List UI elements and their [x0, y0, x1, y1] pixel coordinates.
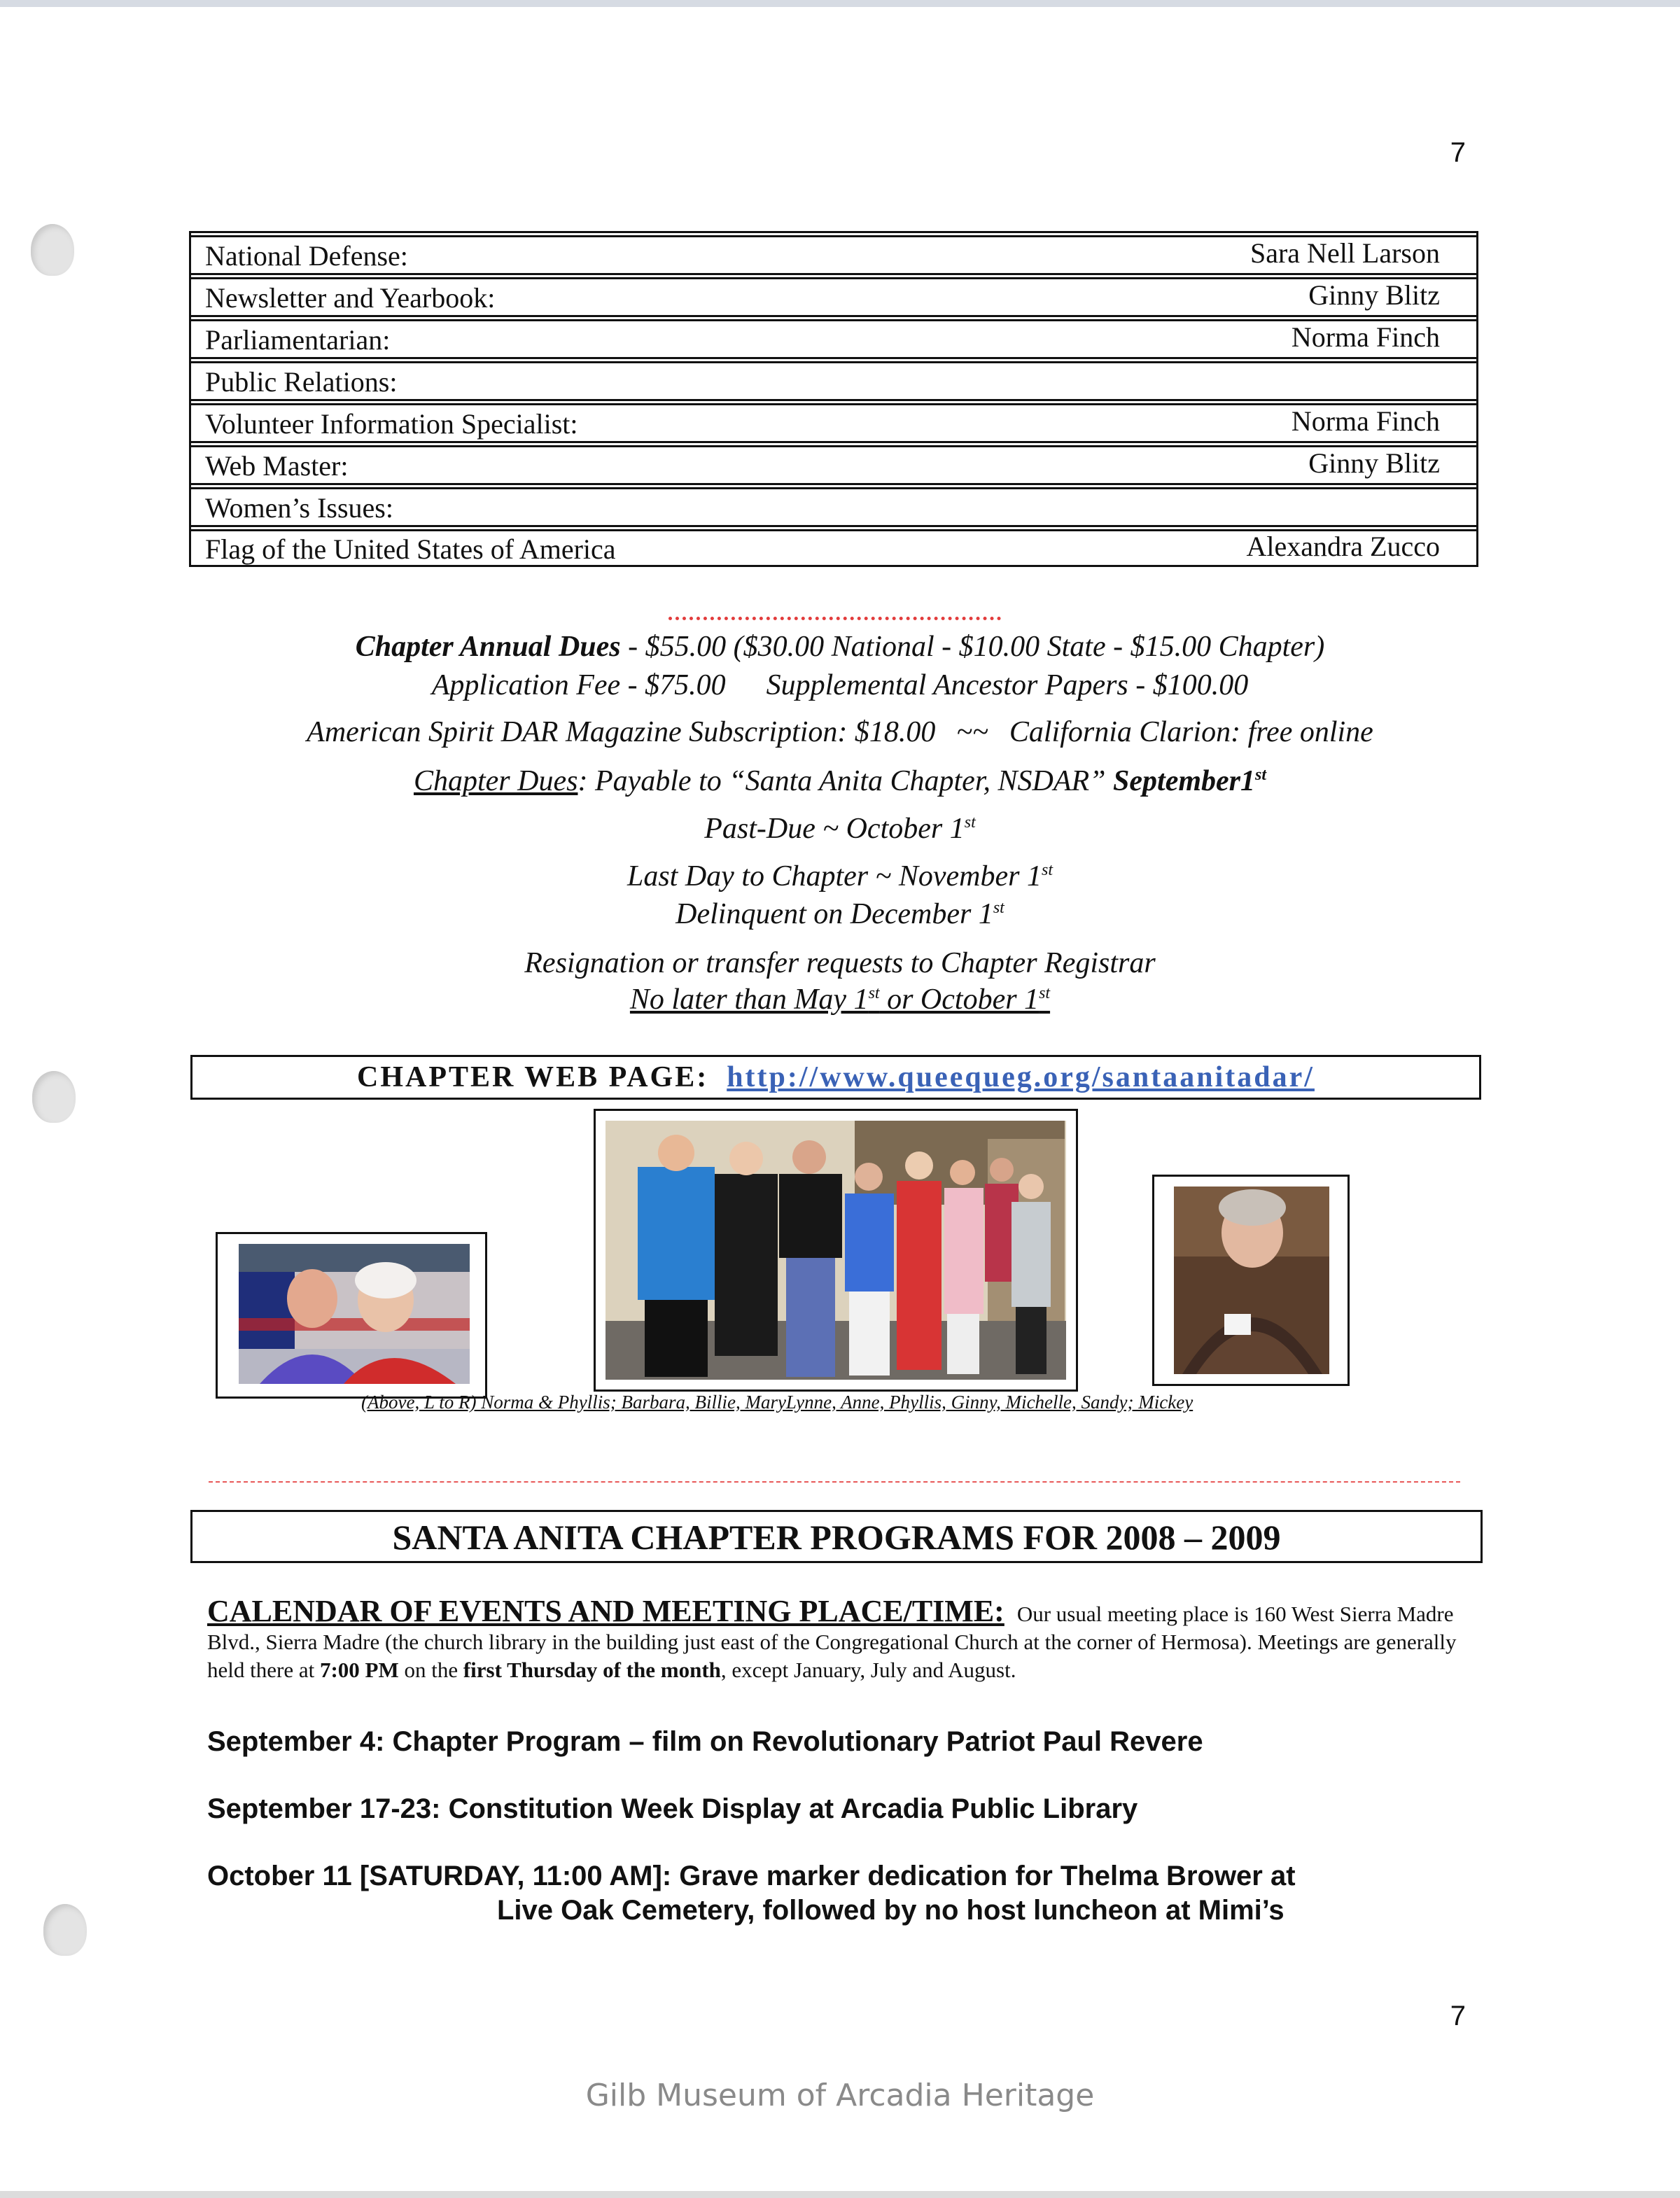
- punch-hole-top: [31, 224, 74, 276]
- officer-row: [189, 483, 1478, 525]
- chapter-web-page-box: [190, 1055, 1481, 1100]
- chapter-dues-label: Chapter Dues: [413, 765, 578, 797]
- clarion-text: California Clarion: free online: [1009, 716, 1373, 748]
- page-number-top: 7: [1450, 137, 1466, 168]
- officer-position: National Defense:: [205, 240, 408, 272]
- payable-text: : Payable to “Santa Anita Chapter, NSDAR”: [578, 765, 1114, 797]
- officer-row: [189, 441, 1478, 483]
- photo-caption: (Above, L to R) Norma & Phyllis; Barbara, Billie, MaryLynne, Anne, Phyllis, Ginny, Michelle, Sandy; Mickey: [361, 1392, 1194, 1413]
- bottom-edge: [0, 2191, 1680, 2198]
- ordinal-suffix: st: [1042, 861, 1054, 879]
- officer-name: Norma Finch: [1291, 405, 1440, 437]
- supplemental-fee: Supplemental Ancestor Papers - $100.00: [766, 669, 1249, 701]
- page-number-bottom: 7: [1450, 2001, 1466, 2031]
- museum-footer: Gilb Museum of Arcadia Heritage: [585, 2078, 1095, 2113]
- event-item: October 11 [SATURDAY, 11:00 AM]: Grave marker dedication for Thelma Brower at: [207, 1861, 1296, 1891]
- officer-position: Newsletter and Yearbook:: [205, 282, 496, 314]
- meeting-time: 7:00 PM: [319, 1658, 399, 1682]
- photo-norma-phyllis: [216, 1232, 487, 1399]
- ordinal-suffix: st: [993, 899, 1004, 917]
- officer-position: Volunteer Information Specialist:: [205, 408, 578, 440]
- calendar-heading: CALENDAR OF EVENTS AND MEETING PLACE/TIME:: [207, 1594, 1004, 1628]
- no-later-line: [140, 983, 1540, 1016]
- fees-line: [140, 668, 1540, 702]
- ordinal-suffix: st: [1255, 766, 1267, 784]
- photo-mickey-image: [1154, 1177, 1348, 1384]
- delinquent-text: Delinquent on December 1: [676, 898, 993, 930]
- application-fee: Application Fee - $75.00: [431, 669, 726, 701]
- officer-position: Women’s Issues:: [205, 492, 393, 524]
- officer-row: [189, 399, 1478, 441]
- photo-mickey: [1152, 1175, 1350, 1386]
- photo-group-image: [596, 1111, 1076, 1390]
- officer-row: [189, 525, 1478, 567]
- officers-table: [189, 231, 1478, 567]
- annual-dues-line: [140, 630, 1540, 664]
- no-later-october: or October 1: [879, 983, 1040, 1016]
- no-later-may: No later than May 1: [629, 983, 869, 1016]
- officer-name: Sara Nell Larson: [1250, 237, 1440, 269]
- magazine-line: [140, 715, 1540, 749]
- ordinal-suffix: st: [868, 984, 880, 1002]
- resignation-text: Resignation or transfer requests to Chapter Registrar: [524, 947, 1156, 979]
- delinquent-line: [140, 897, 1540, 931]
- tilde-separator: ~~: [956, 716, 988, 748]
- event-item: September 4: Chapter Program – film on Revolutionary Patriot Paul Revere: [207, 1726, 1203, 1757]
- resignation-line: [140, 946, 1540, 980]
- annual-dues-text: - $55.00 ($30.00 National - $10.00 State - $15.00 Chapter): [620, 631, 1325, 663]
- dotted-divider: [668, 617, 1001, 620]
- ordinal-suffix: st: [964, 813, 976, 832]
- punch-hole-bottom: [43, 1904, 87, 1956]
- photo-norma-phyllis-image: [218, 1234, 485, 1396]
- officer-position: Public Relations:: [205, 366, 398, 398]
- event-item-continuation: Live Oak Cemetery, followed by no host luncheon at Mimi’s: [497, 1895, 1284, 1926]
- red-divider: [209, 1481, 1460, 1483]
- meeting-day: first Thursday of the month: [463, 1658, 721, 1682]
- officer-row: [189, 357, 1478, 399]
- top-edge: [0, 0, 1680, 7]
- magazine-subscription: American Spirit DAR Magazine Subscription: $18.00: [307, 716, 936, 748]
- calendar-text-1: Our usual meeting place is 160 West Sierra Madre Blvd., Sierra Madre (the church library in the building just east of the Congregational Church at the corner of Hermosa). Meetings are generally held there at: [207, 1602, 1457, 1682]
- photo-group: [594, 1109, 1078, 1392]
- web-page-link[interactable]: http://www.queequeg.org/santaanitadar/: [727, 1061, 1315, 1093]
- officer-name: Norma Finch: [1291, 321, 1440, 353]
- officer-name: Ginny Blitz: [1308, 447, 1440, 479]
- programs-title: SANTA ANITA CHAPTER PROGRAMS FOR 2008 – 2009: [392, 1518, 1281, 1557]
- event-item: September 17-23: Constitution Week Display at Arcadia Public Library: [207, 1793, 1138, 1824]
- calendar-text-2: on the: [398, 1658, 463, 1682]
- last-day-text: Last Day to Chapter ~ November 1: [626, 860, 1042, 892]
- last-day-line: [140, 860, 1540, 893]
- ordinal-suffix: st: [1039, 984, 1051, 1002]
- annual-dues-label: Chapter Annual Dues: [355, 631, 621, 663]
- officer-position: Parliamentarian:: [205, 324, 391, 356]
- officer-name: Alexandra Zucco: [1246, 530, 1440, 562]
- due-date: September1: [1113, 765, 1255, 797]
- officer-position: Flag of the United States of America: [205, 533, 616, 565]
- punch-hole-middle: [32, 1071, 76, 1123]
- past-due-line: [140, 812, 1540, 846]
- no-later-text: [630, 983, 1050, 1016]
- officer-row: [189, 273, 1478, 315]
- programs-title-box: [190, 1510, 1483, 1563]
- web-page-label: CHAPTER WEB PAGE:: [357, 1061, 709, 1093]
- officer-row: [189, 231, 1478, 273]
- chapter-dues-line: [140, 764, 1540, 798]
- officer-row: [189, 315, 1478, 357]
- past-due-text: Past-Due ~ October 1: [704, 813, 965, 845]
- officer-name: Ginny Blitz: [1308, 279, 1440, 311]
- calendar-text-3: , except January, July and August.: [720, 1658, 1016, 1682]
- officer-position: Web Master:: [205, 450, 349, 482]
- calendar-paragraph: [207, 1594, 1467, 1684]
